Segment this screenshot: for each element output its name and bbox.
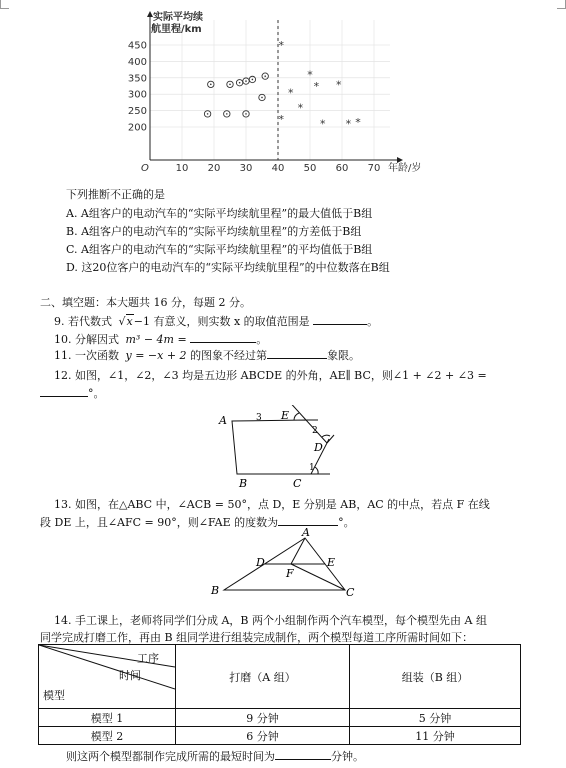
y-tick-label-5: 450 bbox=[127, 40, 147, 52]
row2-name: 模型 2 bbox=[39, 727, 176, 745]
x-axis-label: 年龄/岁 bbox=[388, 163, 422, 174]
corner-label-model: 模型 bbox=[43, 689, 65, 702]
label-C: C bbox=[293, 477, 302, 490]
group-a-point-center-9 bbox=[245, 113, 247, 115]
angle-arc-2 bbox=[322, 435, 330, 437]
row2-polish: 6 分钟 bbox=[176, 727, 350, 745]
q8-option-c: C. A组客户的电动汽车的“实际平均续航里程”的平均值低于B组 bbox=[66, 243, 373, 256]
label-B: B bbox=[239, 477, 248, 490]
group-a-point-center-0 bbox=[210, 84, 212, 86]
x-tick-label-2: 30 bbox=[239, 163, 253, 174]
y-tick-label-4: 400 bbox=[127, 56, 147, 68]
q13-line1: 13. 如图，在△ABC 中，∠ACB = 50°，点 D，E 分别是 AB，AC 的中点，若点 F 在线 bbox=[54, 498, 490, 511]
question-9 bbox=[54, 313, 378, 329]
table-corner-cell bbox=[39, 645, 176, 709]
x-tick-label-5: 60 bbox=[335, 163, 349, 174]
group-b-point-2: * bbox=[288, 86, 294, 100]
q10-before: 10. 分解因式 bbox=[54, 333, 119, 346]
q13-line2-end: °。 bbox=[338, 516, 355, 529]
q9-after-root: −1 有意义，则实数 x 的取值范围是 bbox=[133, 315, 310, 328]
q13-line2-start: 段 DE 上，且∠AFC = 90°，则∠FAE 的度数为 bbox=[40, 516, 279, 529]
q10-answer-blank[interactable] bbox=[190, 332, 256, 343]
group-a-point-center-3 bbox=[245, 80, 247, 82]
q8-option-d: D. 这20位客户的电动汽车的“实际平均续航里程”的中位数落在B组 bbox=[66, 261, 390, 274]
label-F: F bbox=[286, 567, 294, 580]
section-heading: 二、填空题：本大题共 16 分，每题 2 分。 bbox=[40, 296, 251, 309]
group-b-point-1: * bbox=[278, 112, 284, 126]
group-b-point-8: * bbox=[345, 117, 352, 131]
q14-after-before: 则这两个模型都制作完成所需的最短时间为 bbox=[66, 750, 275, 763]
y-axis-label-line1: 实际平均续 bbox=[153, 12, 203, 23]
x-tick-label-6: 70 bbox=[367, 163, 381, 174]
q9-end: 。 bbox=[367, 315, 379, 328]
row1-polish: 9 分钟 bbox=[176, 709, 350, 727]
group-a-point-center-8 bbox=[226, 113, 228, 115]
angle-label-2: 2 bbox=[312, 426, 318, 436]
angle-arc-1 bbox=[315, 467, 318, 474]
angle-label-3: 3 bbox=[256, 413, 262, 423]
chart-grid bbox=[150, 20, 390, 160]
group-a-point-center-6 bbox=[261, 97, 263, 99]
group-a-point-center-1 bbox=[229, 84, 231, 86]
corner-label-time: 时间 bbox=[119, 669, 141, 682]
question-11 bbox=[54, 347, 360, 363]
q14-after-table bbox=[66, 748, 364, 764]
group-b-point-4: * bbox=[307, 68, 313, 82]
y-tick-label-1: 250 bbox=[127, 106, 147, 118]
angle-label-1: 1 bbox=[309, 463, 315, 473]
q11-after: 的图象不经过第 bbox=[190, 349, 268, 362]
group-b-point-0: * bbox=[278, 39, 284, 52]
angle-arc-3 bbox=[294, 413, 299, 420]
y-axis-label-line2: 航里程/km bbox=[151, 24, 202, 35]
scatter-chart bbox=[0, 0, 566, 182]
extension-cd bbox=[327, 435, 334, 443]
label-B: B bbox=[211, 584, 220, 597]
q11-answer-blank[interactable] bbox=[267, 348, 327, 359]
x-tick-label-3: 40 bbox=[271, 163, 285, 174]
group-a-point-center-4 bbox=[252, 79, 254, 81]
row1-assemble: 5 分钟 bbox=[350, 709, 521, 727]
sqrt-symbol: √ bbox=[118, 315, 126, 328]
label-E: E bbox=[281, 409, 290, 422]
origin-label: O bbox=[141, 163, 149, 174]
y-tick-label-3: 350 bbox=[127, 73, 147, 85]
q13-answer-blank[interactable] bbox=[278, 515, 338, 526]
q11-end: 象限。 bbox=[327, 349, 361, 362]
label-D: D bbox=[314, 441, 323, 454]
q9-root-content: x bbox=[126, 315, 133, 328]
q14-line1: 14. 手工课上，老师将同学们分成 A，B 两个小组制作两个汽车模型，每个模型先由 A 组 bbox=[54, 614, 487, 627]
table-header-assemble: 组装（B 组） bbox=[350, 645, 521, 709]
group-b-point-9: * bbox=[355, 116, 361, 130]
table-header-polish: 打磨（A 组） bbox=[176, 645, 350, 709]
x-tick-label-4: 50 bbox=[303, 163, 317, 174]
segment-fc bbox=[291, 564, 345, 590]
q9-answer-blank[interactable] bbox=[313, 314, 367, 325]
q11-before: 11. 一次函数 bbox=[54, 349, 119, 362]
group-b-point-6: * bbox=[320, 117, 326, 131]
q12-line1: 12. 如图，∠1，∠2，∠3 均是五边形 ABCDE 的外角，AE∥ BC，则∠1 + ∠2 + ∠3 = bbox=[54, 369, 487, 382]
q14-after-end: 分钟。 bbox=[331, 750, 364, 763]
q11-expr: y = −x + 2 bbox=[125, 349, 187, 362]
q12-pentagon-figure bbox=[0, 405, 566, 495]
q8-option-b: B. A组客户的电动汽车的“实际平均续航里程”的方差低于B组 bbox=[66, 225, 362, 238]
group-a-point-center-5 bbox=[264, 75, 266, 77]
x-tick-labels bbox=[176, 163, 381, 174]
q8-stem: 下列推断不正确的是 bbox=[66, 188, 165, 201]
label-A: A bbox=[219, 414, 227, 427]
y-tick-labels bbox=[128, 41, 147, 134]
row1-name: 模型 1 bbox=[39, 709, 176, 727]
group-b-point-3: * bbox=[297, 101, 304, 115]
q14-line2: 同学完成打磨工作，再由 B 组同学进行组装完成制作，两个模型每道工序所需时间如下： bbox=[40, 631, 474, 644]
q12-line2-end: °。 bbox=[88, 387, 105, 400]
question-10 bbox=[54, 331, 267, 347]
label-E: E bbox=[327, 556, 336, 569]
q13-triangle-figure bbox=[0, 528, 566, 598]
q10-expr: m³ − 4m = bbox=[125, 333, 187, 346]
q9-before: 9. 若代数式 bbox=[54, 315, 112, 328]
group-b-point-5: * bbox=[313, 80, 320, 93]
corner-label-process: 工序 bbox=[137, 652, 159, 665]
q8-option-a: A. A组客户的电动汽车的“实际平均续航里程”的最大值低于B组 bbox=[66, 207, 373, 220]
label-D: D bbox=[256, 556, 265, 569]
group-a-point-center-7 bbox=[207, 113, 209, 115]
label-A: A bbox=[302, 528, 310, 539]
y-tick-label-2: 300 bbox=[127, 89, 147, 101]
group-b-point-7: * bbox=[336, 78, 342, 92]
label-C: C bbox=[346, 586, 355, 598]
y-tick-label-0: 200 bbox=[127, 122, 147, 134]
row2-assemble: 11 分钟 bbox=[350, 727, 521, 745]
q14-answer-blank[interactable] bbox=[275, 749, 331, 760]
group-a-point-center-2 bbox=[239, 82, 241, 84]
process-time-table bbox=[38, 644, 521, 745]
x-tick-label-0: 10 bbox=[175, 163, 189, 174]
q12-answer-blank[interactable] bbox=[40, 386, 88, 397]
group-b-points bbox=[278, 39, 361, 131]
q10-end: 。 bbox=[256, 333, 268, 346]
q12-line2 bbox=[40, 385, 105, 401]
x-tick-label-1: 20 bbox=[207, 163, 221, 174]
